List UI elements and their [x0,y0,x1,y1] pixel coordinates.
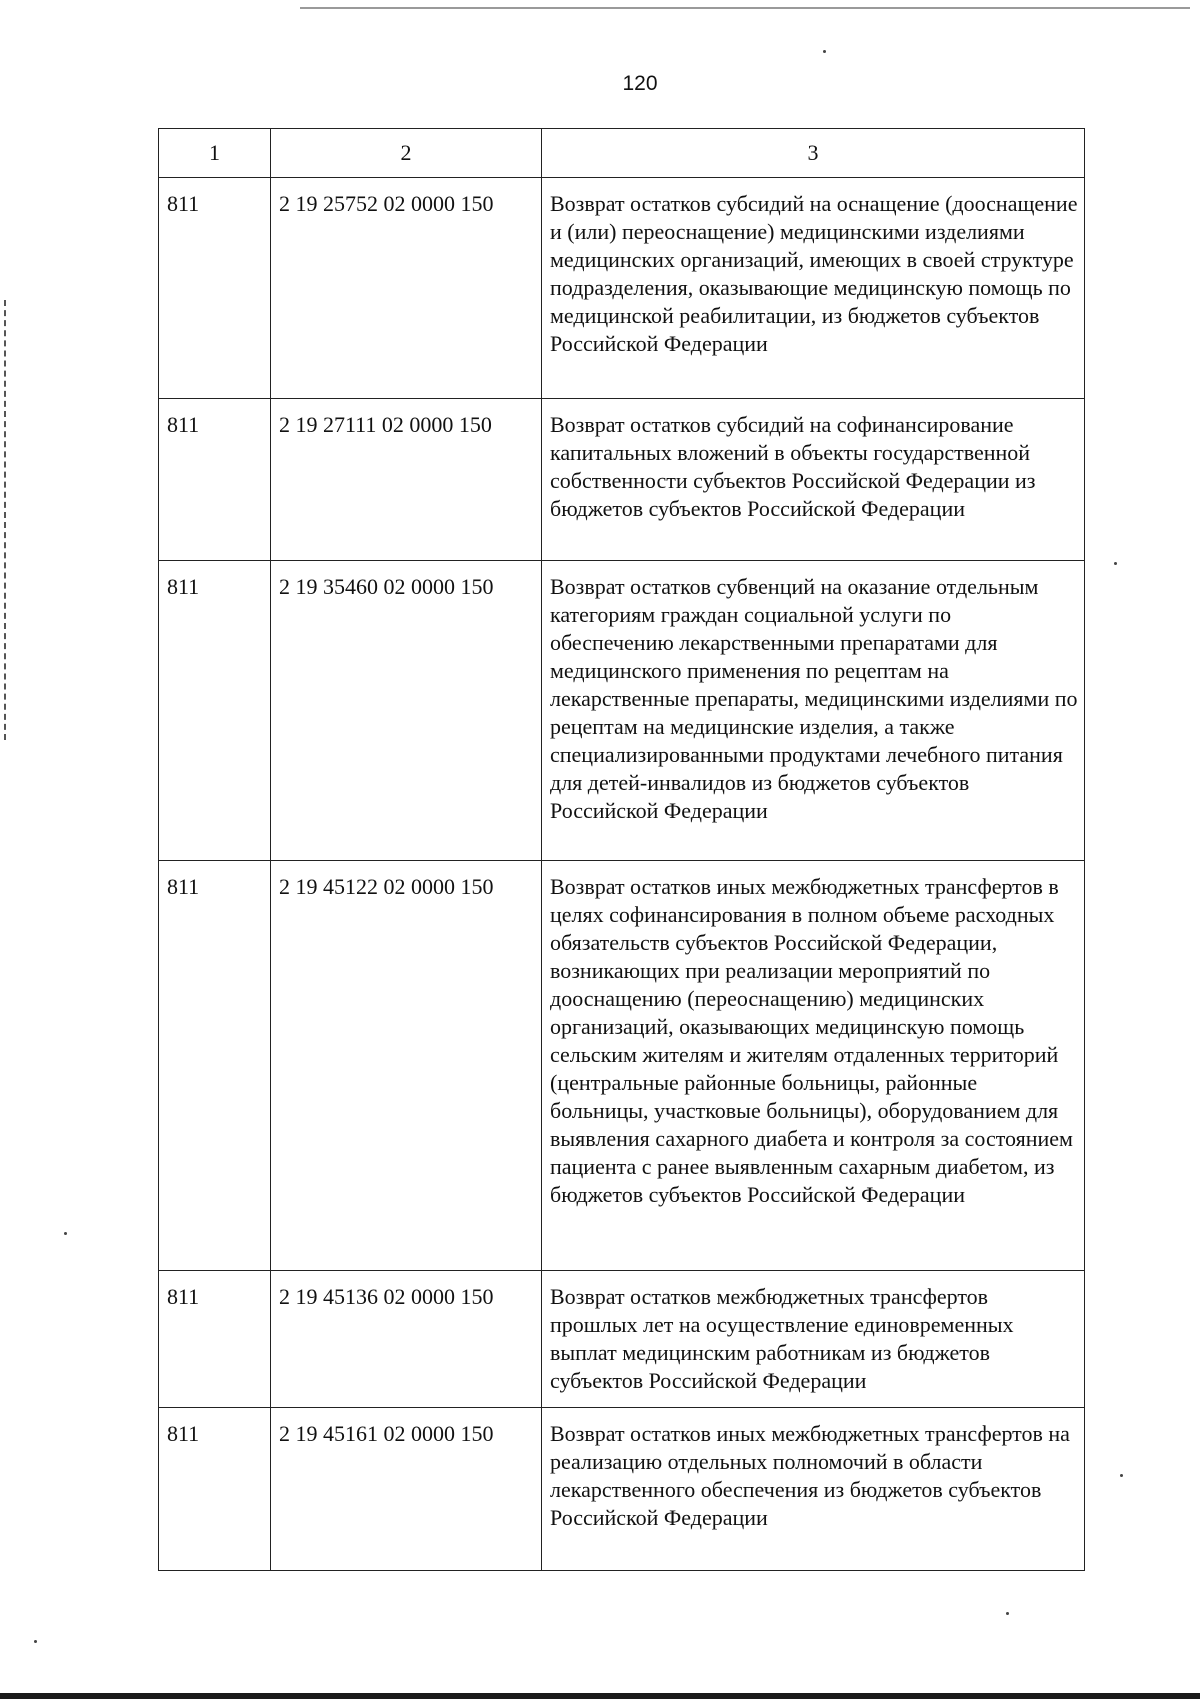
scan-speck [64,1232,67,1235]
table-body [159,178,1085,1571]
budget-code-cell: 2 19 25752 02 0000 150 [271,178,542,399]
scan-speck [1006,1612,1009,1615]
admin-code-cell: 811 [159,178,271,399]
description-cell: Возврат остатков межбюджетных трансфертов прошлых лет на осуществление единовременных выплат медицинским работникам из бюджетов субъектов Российской Федерации [542,1271,1085,1408]
document-table [158,128,1085,1571]
table-row [159,399,1085,561]
table-row [159,1408,1085,1571]
budget-code-cell: 2 19 27111 02 0000 150 [271,399,542,561]
table-header [159,129,1085,178]
admin-code-cell: 811 [159,561,271,861]
budget-code-cell: 2 19 45161 02 0000 150 [271,1408,542,1571]
scan-speck [1114,562,1117,565]
header-col-1: 1 [159,129,271,178]
header-col-3: 3 [542,129,1085,178]
scan-speck [823,50,826,53]
scan-speck [1120,1474,1123,1477]
description-cell: Возврат остатков субсидий на оснащение (дооснащение и (или) переоснащение) медицинскими изделиями медицинских организаций, имеющих в своей структуре подразделения, оказывающие медицинскую помощь по медицинской реабилитации, из бюджетов субъектов Российской Федерации [542,178,1085,399]
description-cell: Возврат остатков иных межбюджетных трансфертов на реализацию отдельных полномочий в области лекарственного обеспечения из бюджетов субъектов Российской Федерации [542,1408,1085,1571]
admin-code-cell: 811 [159,1271,271,1408]
description-cell: Возврат остатков субвенций на оказание отдельным категориям граждан социальной услуги по обеспечению лекарственными препаратами для медицинского применения по рецептам на лекарственные препараты, медицинскими изделиями по рецептам на медицинские изделия, а также специализированными продуктами лечебного питания для детей-инвалидов из бюджетов субъектов Российской Федерации [542,561,1085,861]
admin-code-cell: 811 [159,1408,271,1571]
table-row [159,178,1085,399]
admin-code-cell: 811 [159,399,271,561]
page-number: 120 [622,72,658,95]
description-cell: Возврат остатков субсидий на софинансирование капитальных вложений в объекты государственной собственности субъектов Российской Федерации из бюджетов субъектов Российской Федерации [542,399,1085,561]
scan-border-bottom [0,1693,1200,1699]
admin-code-cell: 811 [159,861,271,1271]
scan-border-top [300,7,1190,9]
table-row [159,861,1085,1271]
table-row [159,561,1085,861]
header-col-2: 2 [271,129,542,178]
table-row [159,1271,1085,1408]
table-header-row [159,129,1085,178]
budget-code-cell: 2 19 45136 02 0000 150 [271,1271,542,1408]
scan-speck [34,1640,37,1643]
budget-code-cell: 2 19 35460 02 0000 150 [271,561,542,861]
scan-margin-marks [4,300,8,740]
budget-code-cell: 2 19 45122 02 0000 150 [271,861,542,1271]
description-cell: Возврат остатков иных межбюджетных трансфертов в целях софинансирования в полном объеме расходных обязательств субъектов Российской Федерации, возникающих при реализации мероприятий по дооснащению (переоснащению) медицинских организаций, оказывающих медицинскую помощь сельским жителям и жителям отдаленных территорий (центральные районные больницы, районные больницы, участковые больницы), оборудованием для выявления сахарного диабета и контроля за состоянием пациента с ранее выявленным сахарным диабетом, из бюджетов субъектов Российской Федерации [542,861,1085,1271]
